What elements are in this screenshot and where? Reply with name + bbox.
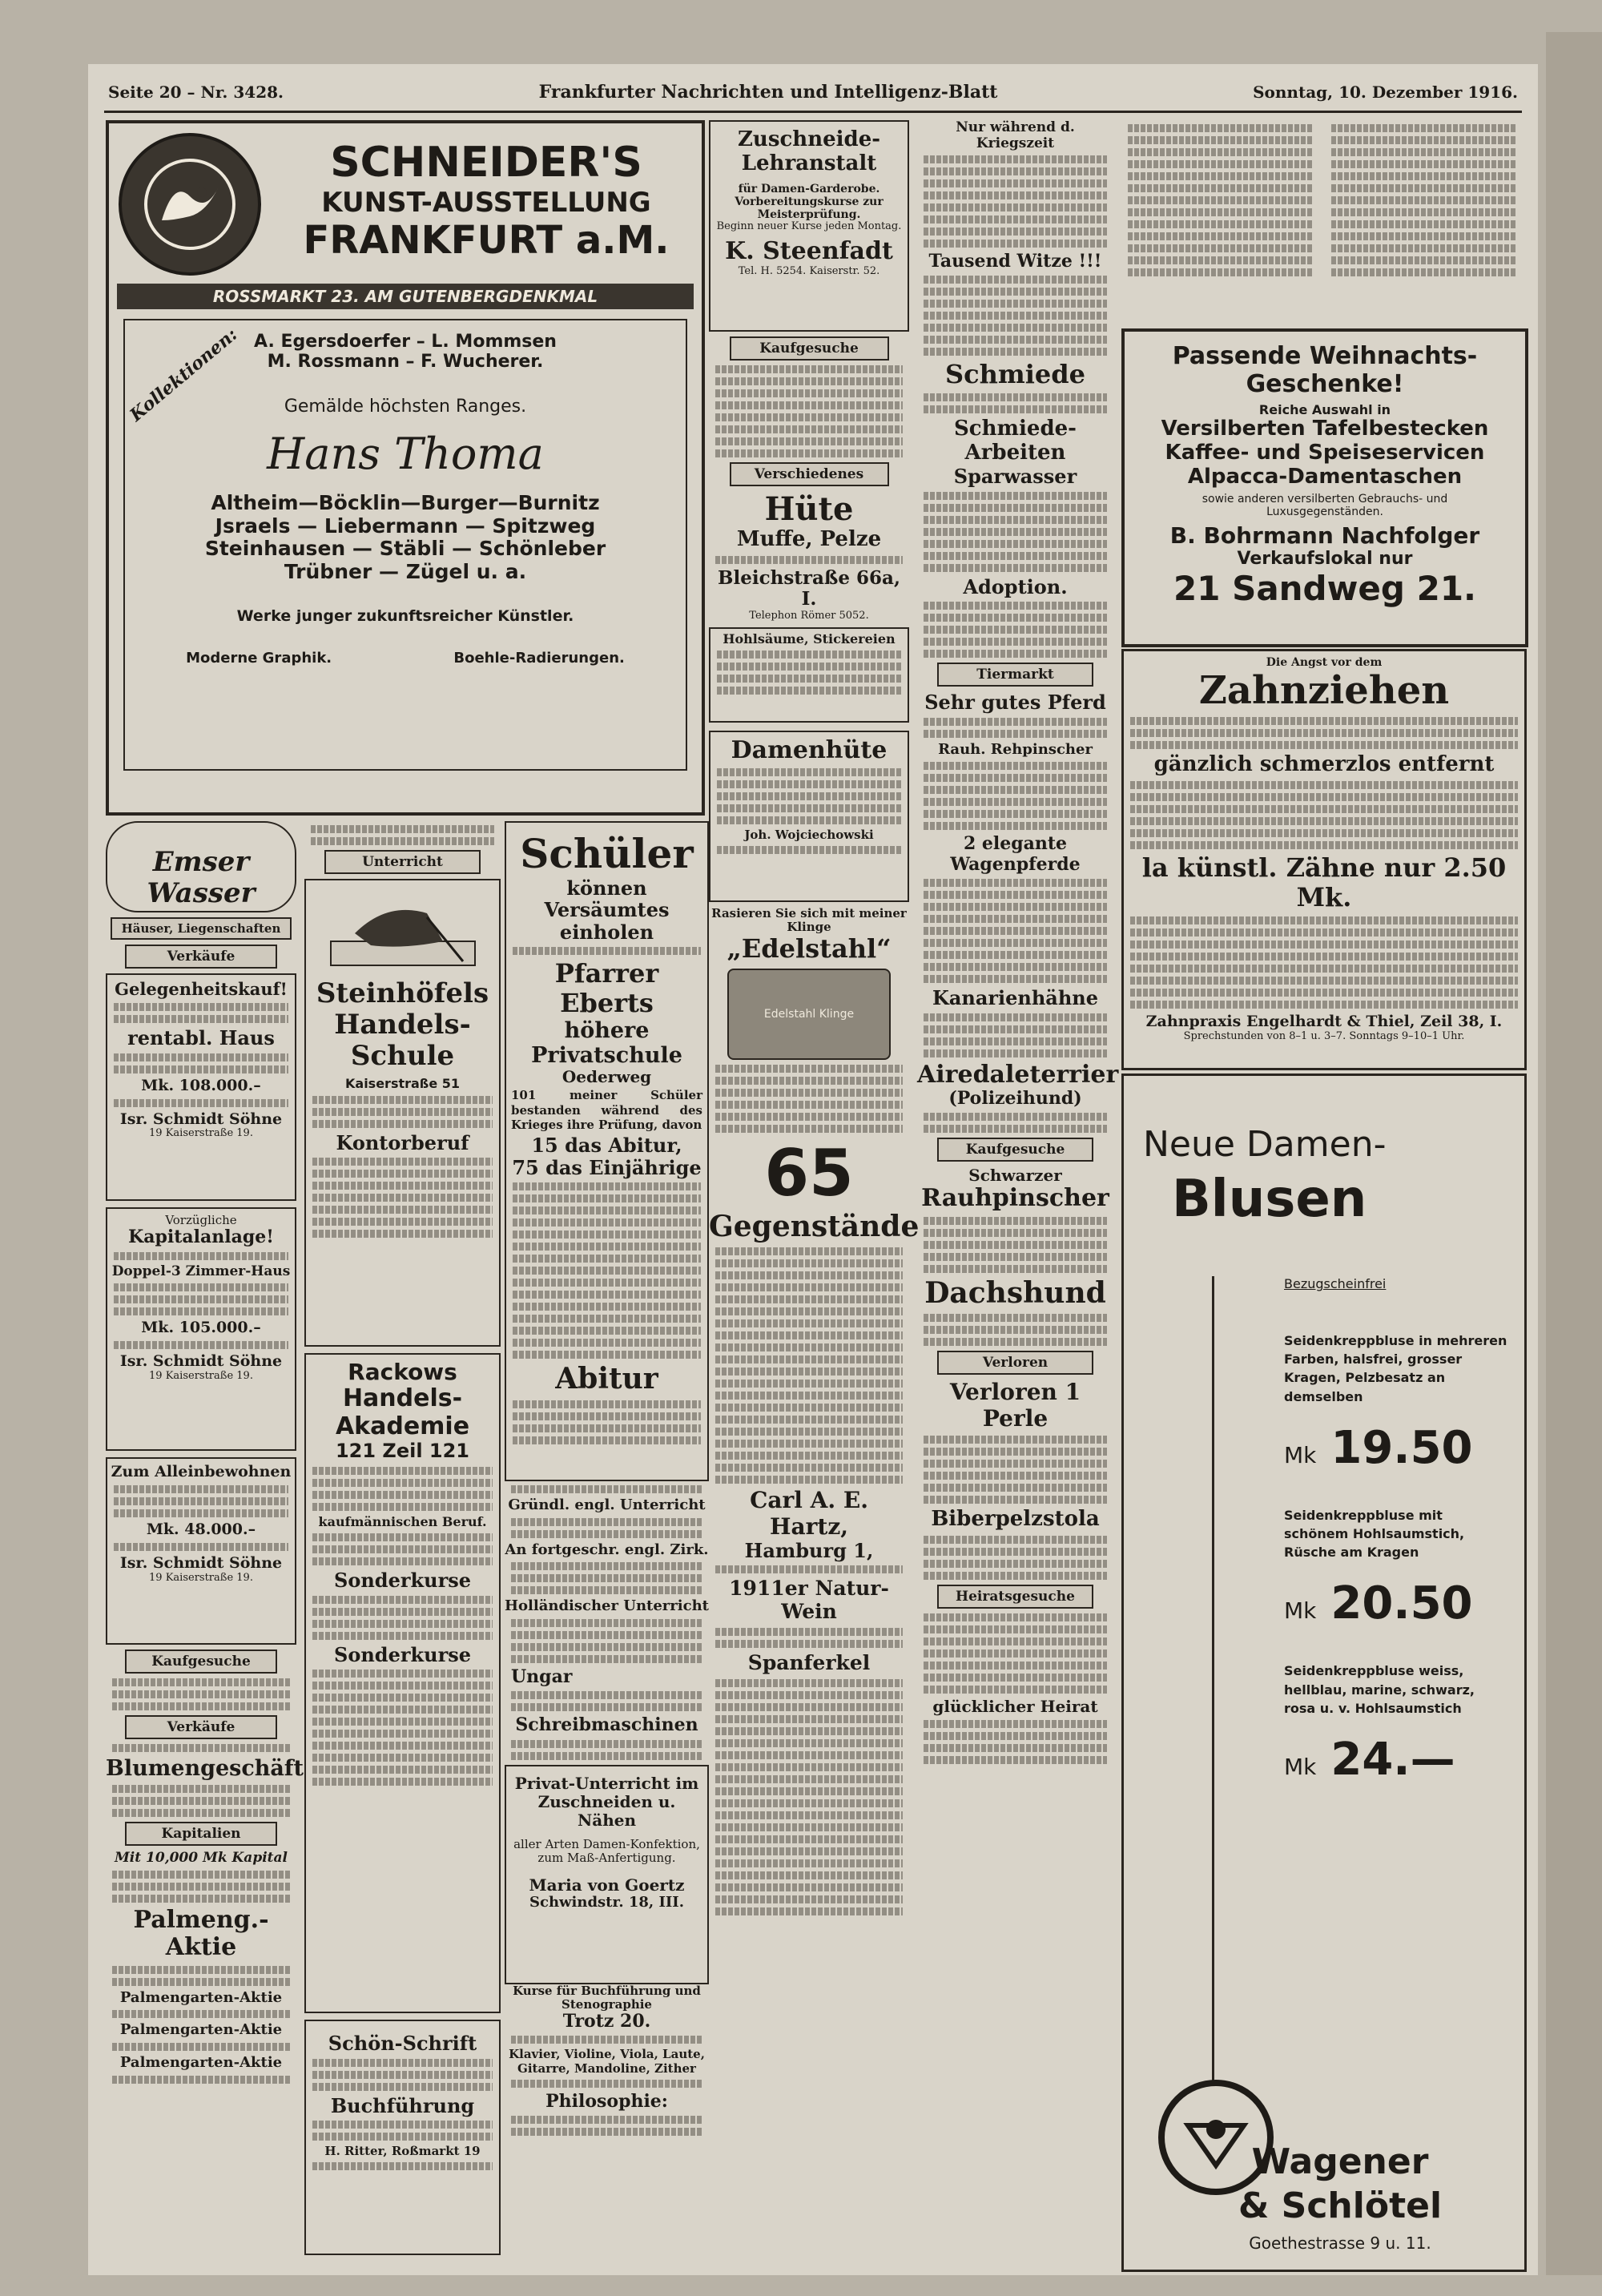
rauhpinscher: Rauhpinscher xyxy=(921,1184,1109,1213)
palmeng-aktie-2: Palmengarten-Aktie xyxy=(119,1988,283,2006)
kanarienhaehne: Kanarienhähne xyxy=(932,986,1099,1010)
schmidt-addr-2: 19 Kaiserstraße 19. xyxy=(149,1369,253,1382)
kaiserstr-51: Kaiserstraße 51 xyxy=(345,1076,460,1092)
spanferkel: Spanferkel xyxy=(747,1650,871,1674)
kaufgesuche-heading-2: Kaufgesuche xyxy=(730,336,889,361)
sandweg: 21 Sandweg 21. xyxy=(1173,568,1476,608)
rehpinscher: Rauh. Rehpinscher xyxy=(938,740,1093,758)
steenfadt: K. Steenfadt xyxy=(725,237,893,265)
schueler-title: Schüler xyxy=(520,830,694,877)
zahn-head: Die Angst vor dem xyxy=(1266,656,1383,669)
blusen-title-2: Blusen xyxy=(1172,1170,1367,1229)
weihnacht-sub: Reiche Auswahl in xyxy=(1258,402,1391,417)
kaufgesuche-heading-3: Kaufgesuche xyxy=(937,1138,1094,1162)
goertz-addr: Schwindstr. 18, III. xyxy=(529,1894,684,1911)
alleinbewohnen-title: Zum Alleinbewohnen xyxy=(111,1463,292,1480)
verkaufslokal: Verkaufslokal nur xyxy=(1237,549,1413,570)
kaufmaennisch: kaufmännischen Beruf. xyxy=(318,1513,487,1529)
zuschneide-vorb: Vorbereitungskurse zur Meisterprüfung. xyxy=(735,195,884,221)
mk-label-1: Mk xyxy=(1284,1441,1317,1468)
weihnacht-title: Passende Weihnachts-Geschenke! xyxy=(1172,342,1478,398)
biberpelz: Biberpelzstola xyxy=(931,1506,1100,1531)
unterricht-heading: Unterricht xyxy=(324,850,481,874)
bohrmann: B. Bohrmann Nachfolger xyxy=(1169,522,1480,550)
naturwein: 1911er Natur-Wein xyxy=(729,1577,889,1624)
artists-line-4: Trübner — Zügel u. a. xyxy=(284,560,527,584)
zahnziehen: Zahnziehen xyxy=(1198,668,1450,714)
bezugscheinfrei: Bezugscheinfrei xyxy=(1284,1276,1387,1291)
artists-line-2: Jsraels — Liebermann — Spitzweg xyxy=(215,514,596,538)
sonderkurse-2: Sonderkurse xyxy=(334,1642,471,1666)
price-48000: Mk. 48.000.– xyxy=(146,1520,256,1538)
zuschneide-sub: für Damen-Garderobe. xyxy=(738,182,880,195)
privatunterricht-ad xyxy=(505,1765,709,1984)
page-header xyxy=(108,76,1518,108)
klavier: Klavier, Violine, Viola, Laute, Gitarre, Mandoline, Zither xyxy=(509,2047,705,2076)
verloren-heading: Verloren xyxy=(937,1351,1094,1375)
oederweg: Oederweg xyxy=(562,1066,652,1086)
wagener-addr: Goethestrasse 9 u. 11. xyxy=(1249,2234,1431,2253)
engl-unterricht: Gründl. engl. Unterricht xyxy=(508,1496,706,1513)
weihnacht-ad xyxy=(1121,328,1528,647)
pfarrer-eberts: Pfarrer Eberts xyxy=(554,958,659,1019)
gluecklicher-heirat: glücklicher Heirat xyxy=(932,1696,1098,1716)
palmeng-aktie: Palmeng.-Aktie xyxy=(133,1905,269,1962)
schmiede-arbeiten: Schmiede-Arbeiten xyxy=(954,417,1077,465)
kontorberuf: Kontorberuf xyxy=(336,1130,469,1154)
mk-label-2: Mk xyxy=(1284,1597,1317,1625)
steinhoefels-title: Steinhöfels xyxy=(316,977,489,1009)
bluse-1-desc: Seidenkreppbluse in mehreren Farben, halsfrei, grosser Kragen, Pelzbesatz an demselben xyxy=(1284,1333,1507,1404)
tausend-witze: Tausend Witze !!! xyxy=(928,251,1102,272)
num-65: 65 xyxy=(764,1136,854,1210)
gegenstaende: Gegenstände xyxy=(709,1210,920,1243)
schoenschrift-ad xyxy=(304,2020,501,2255)
sprechstunden: Sprechstunden von 8–1 u. 3–7. Sonntags 9–10–1 Uhr. xyxy=(1183,1029,1465,1042)
buchfuehrung-title: Buchführung xyxy=(330,2093,475,2117)
thoma-signature: Hans Thoma xyxy=(267,428,544,479)
verschiedenes-heading: Verschiedenes xyxy=(730,462,889,486)
moderne-graphik: Moderne Graphik. xyxy=(186,649,332,667)
schueler-ad xyxy=(505,821,709,1481)
schneider-ad xyxy=(106,120,705,816)
trotz-20: Trotz 20. xyxy=(562,2011,651,2032)
gelegenheit-title: Gelegenheitskauf! xyxy=(115,979,288,999)
werke-line: Werke junger zukunftsreicher Künstler. xyxy=(236,606,574,625)
newspaper-title: Frankfurter Nachrichten und Intelligenz-Blatt xyxy=(538,82,998,103)
rentabl-haus: rentabl. Haus xyxy=(127,1026,275,1050)
verkaeufe-heading-2: Verkäufe xyxy=(125,1715,278,1739)
pferd: Sehr gutes Pferd xyxy=(924,691,1106,715)
blade-inscription: Edelstahl Klinge xyxy=(763,1008,855,1021)
ungar: Ungar xyxy=(511,1666,573,1688)
gelegenheit-ad xyxy=(106,973,296,1201)
zuschneide-beginn: Beginn neuer Kurse jeden Montag. xyxy=(716,220,902,233)
blusen-ad xyxy=(1121,1073,1527,2272)
alpacca: Alpacca-Damentaschen xyxy=(1187,465,1463,489)
dachshund: Dachshund xyxy=(924,1275,1106,1310)
bluse-3-price: 24.— xyxy=(1330,1733,1455,1786)
zahn-ad xyxy=(1121,649,1527,1070)
damenkonfektion: aller Arten Damen-Konfektion, zum Maß-Anfertigung. xyxy=(513,1836,700,1865)
dragon-emblem-icon xyxy=(142,156,238,252)
nur-waehrend: Nur während d. Kriegszeit xyxy=(956,119,1075,151)
wagener: Wagener xyxy=(1251,2141,1429,2182)
wagenpferde: 2 elegante Wagenpferde xyxy=(950,833,1081,875)
boehle-radierungen: Boehle-Radierungen. xyxy=(453,649,625,667)
schneider-subtitle: KUNST-AUSSTELLUNG xyxy=(321,186,651,219)
column-5-top xyxy=(1121,120,1522,320)
sonderkurse-1: Sonderkurse xyxy=(334,1569,471,1593)
steinhoefels-ad xyxy=(304,879,501,1347)
kurse: Kurse für Buchführung und Stenographie xyxy=(513,1983,701,2012)
abitur-title: Abitur xyxy=(555,1362,658,1396)
kaffeeservice: Kaffee- und Speiseservicen xyxy=(1165,441,1485,465)
rackows-ad xyxy=(304,1353,501,2013)
damenhuete-ad xyxy=(709,731,909,902)
schmidt-3: Isr. Schmidt Söhne xyxy=(119,1553,283,1572)
emser-ad xyxy=(106,821,296,912)
schneider-logo xyxy=(119,133,261,276)
price-108000: Mk. 108.000.– xyxy=(141,1076,261,1094)
ritter-addr: H. Ritter, Roßmarkt 19 xyxy=(324,2144,481,2159)
abitur-15: 15 das Abitur, xyxy=(531,1134,682,1158)
schmidt-2: Isr. Schmidt Söhne xyxy=(119,1351,283,1370)
weihnacht-note: sowie anderen versilberten Gebrauchs- und Luxusgegenständen. xyxy=(1202,493,1448,519)
philosophie: Philosophie: xyxy=(545,2090,668,2112)
hollaendisch: Holländischer Unterricht xyxy=(505,1597,709,1615)
hohlsaeume-title: Hohlsäume, Stickereien xyxy=(723,630,896,647)
zuschneide-title: Zuschneide-Lehranstalt xyxy=(737,127,881,175)
hanger-line xyxy=(1212,1276,1214,2085)
column-3-upper xyxy=(709,120,920,2275)
bleichstrasse: Bleichstraße 66a, I. xyxy=(718,566,900,610)
schneider-title: SCHNEIDER'S xyxy=(330,139,642,187)
rackows-title: Rackows xyxy=(348,1359,457,1385)
schneider-address: ROSSMARKT 23. AM GUTENBERGDENKMAL xyxy=(117,284,694,309)
engl-zirkel: An fortgeschr. engl. Zirk. xyxy=(505,1541,709,1558)
vorzuegliche-label: Vorzügliche xyxy=(165,1213,237,1227)
muffe-pelze: Muffe, Pelze xyxy=(736,527,882,551)
artists-line-3: Steinhausen — Stäbli — Schönleber xyxy=(204,537,606,561)
zeil-121: 121 Zeil 121 xyxy=(335,1440,470,1463)
schloetel: & Schlötel xyxy=(1238,2185,1443,2226)
huete: Hüte xyxy=(764,490,854,528)
schmerzlos: gänzlich schmerzlos entfernt xyxy=(1153,752,1495,777)
kapitalanlage-ad xyxy=(106,1207,296,1451)
kapitalanlage-title: Kapitalanlage! xyxy=(128,1227,274,1248)
goertz-name: Maria von Goertz xyxy=(529,1875,685,1895)
airedale: Airedaleterrier xyxy=(917,1060,1119,1089)
names-line-1: A. Egersdoerfer – L. Mommsen xyxy=(254,332,557,352)
adoption: Adoption. xyxy=(963,574,1068,598)
column-4 xyxy=(917,119,1119,2275)
schneider-city: FRANKFURT a.M. xyxy=(303,217,670,263)
einjaehrige-75: 75 das Einjährige xyxy=(512,1155,702,1179)
zahnpraxis: Zahnpraxis Engelhardt & Thiel, Zeil 38, I. xyxy=(1145,1012,1503,1030)
adjacent-page-edge xyxy=(1546,32,1602,2275)
schoenschrift-title: Schön-Schrift xyxy=(328,2032,477,2055)
doppel-haus: Doppel-3 Zimmer-Haus xyxy=(111,1263,291,1279)
verkaeufe-heading: Verkäufe xyxy=(125,945,278,969)
names-line-2: M. Rossmann – F. Wucherer. xyxy=(267,352,544,373)
alleinbewohnen-ad xyxy=(106,1457,296,1645)
handelsakademie-title: Handels-Akademie xyxy=(335,1384,470,1440)
bluse-3-desc: Seidenkreppbluse weiss, hellblau, marine, schwarz, rosa u. v. Hohlsaumstich xyxy=(1284,1663,1475,1716)
newspaper-page xyxy=(88,64,1538,2275)
sparwasser: Sparwasser xyxy=(953,464,1077,488)
zuschneide-ad xyxy=(709,120,909,332)
edelstahl-title: „Edelstahl“ xyxy=(727,933,892,965)
blusen-title-1: Neue Damen- xyxy=(1143,1124,1387,1165)
column-education xyxy=(304,821,501,2271)
page-number: Seite 20 – Nr. 3428. xyxy=(108,83,284,102)
schmidt-1: Isr. Schmidt Söhne xyxy=(119,1110,283,1128)
steenfadt-addr: Tel. H. 5254. Kaiserstr. 52. xyxy=(738,264,880,277)
blumengeschaeft: Blumengeschäft xyxy=(106,1756,304,1781)
emser-logo: Emser Wasser xyxy=(147,846,256,910)
column-real-estate xyxy=(106,821,304,2271)
razor-blade-image xyxy=(727,969,891,1060)
haeuser-heading: Häuser, Liegenschaften xyxy=(111,917,292,940)
price-105000: Mk. 105.000.– xyxy=(141,1319,261,1337)
wojciechowski: Joh. Wojciechowski xyxy=(744,828,874,843)
edelstahl-head: Rasieren Sie sich mit meiner Klinge xyxy=(711,905,907,934)
kapitalien-heading: Kapitalien xyxy=(125,1822,278,1846)
column-3 xyxy=(505,821,709,2271)
writing-hand-icon xyxy=(323,885,483,973)
gemaelde-line: Gemälde höchsten Ranges. xyxy=(284,396,527,417)
header-rule xyxy=(104,111,1522,113)
kollektionen-label: Kollektionen: xyxy=(126,324,242,426)
schreibmaschinen: Schreibmaschinen xyxy=(515,1714,698,1736)
hohlsaeume-ad xyxy=(709,627,909,723)
perle: Verloren 1 Perle xyxy=(949,1379,1081,1432)
bluse-2-desc: Seidenkreppbluse mit schönem Hohlsaumstich, Rüsche am Kragen xyxy=(1284,1507,1465,1561)
bluse-2-price: 20.50 xyxy=(1330,1577,1473,1630)
schmidt-addr-1: 19 Kaiserstraße 19. xyxy=(149,1127,253,1140)
damenhuete-title: Damenhüte xyxy=(731,735,888,764)
privatunterricht-title: Privat-Unterricht im Zuschneiden u. Nähen xyxy=(514,1773,699,1830)
tafelbestecke: Versilberten Tafelbestecken xyxy=(1161,417,1489,441)
kaufgesuche-heading-1: Kaufgesuche xyxy=(125,1649,278,1674)
heirat-heading: Heiratsgesuche xyxy=(937,1585,1094,1609)
privatschule: höhere Privatschule xyxy=(531,1017,682,1068)
mk-label-3: Mk xyxy=(1284,1753,1317,1780)
artists-line-1: Altheim—Böcklin—Burger—Burnitz xyxy=(211,490,600,514)
schmidt-addr-3: 19 Kaiserstraße 19. xyxy=(149,1571,253,1584)
tiermarkt-heading: Tiermarkt xyxy=(937,663,1094,687)
abitur-count: 101 meiner Schüler bestanden während des Krieges ihre Prüfung, davon xyxy=(511,1087,702,1133)
hartz-name: Carl A. E. Hartz, xyxy=(750,1487,868,1540)
bluse-1-price: 19.50 xyxy=(1330,1421,1473,1474)
schueler-sub: können Versäumtes einholen xyxy=(544,876,670,944)
polizeihund: (Polizeihund) xyxy=(948,1088,1082,1110)
palmeng-aktie-3: Palmengarten-Aktie xyxy=(119,2021,283,2039)
handelsschule-title: Handels-Schule xyxy=(334,1009,471,1073)
bleich-tel: Telephon Römer 5052. xyxy=(749,609,869,622)
schmiede: Schmiede xyxy=(945,359,1085,390)
zahn-preis: la künstl. Zähne nur 2.50 Mk. xyxy=(1141,852,1507,912)
mit-10000: Mit 10,000 Mk Kapital xyxy=(114,1850,288,1867)
palmeng-aktie-4: Palmengarten-Aktie xyxy=(119,2053,283,2071)
issue-date: Sonntag, 10. Dezember 1916. xyxy=(1253,83,1518,102)
schwarzer: Schwarzer xyxy=(968,1166,1062,1186)
hartz-city: Hamburg 1, xyxy=(744,1538,874,1562)
